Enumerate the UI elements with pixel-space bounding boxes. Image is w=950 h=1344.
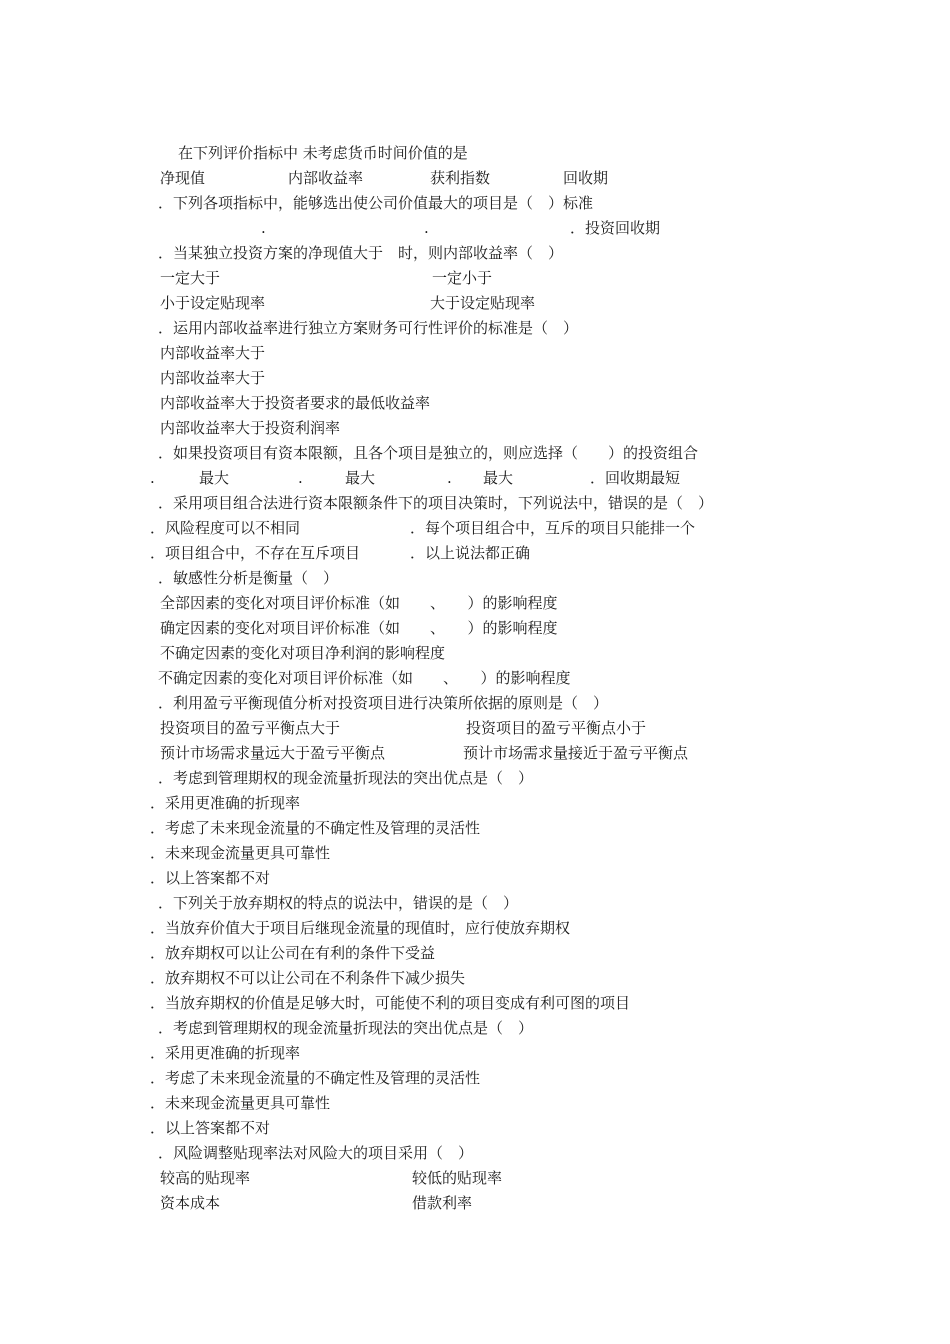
option-c: 资本成本 <box>160 1194 221 1212</box>
option-d: 借款利率 <box>412 1194 473 1212</box>
question-8: ．利用盈亏平衡现值分析对投资项目进行决策所依据的原则是（ ） <box>158 694 609 712</box>
option-c: ．放弃期权不可以让公司在不利条件下减少损失 <box>150 969 466 987</box>
option-d: 大于设定贴现率 <box>430 294 536 312</box>
option-d: ．以上说法都正确 <box>410 544 531 562</box>
option-b: 内部收益率大于 <box>160 369 266 387</box>
option-d: ．当放弃期权的价值是足够大时，可能使不利的项目变成有利可图的项目 <box>150 994 631 1012</box>
option-c: 不确定因素的变化对项目净利润的影响程度 <box>160 644 446 662</box>
option-a: 净现值 <box>160 169 206 187</box>
option-d: ．投资回收期 <box>570 219 661 237</box>
question-6: ．采用项目组合法进行资本限额条件下的项目决策时，下列说法中，错误的是（ ） <box>158 494 714 512</box>
option-c: ．未来现金流量更具可靠性 <box>150 1094 331 1112</box>
option-d: ．以上答案都不对 <box>150 869 271 887</box>
option-b: 投资项目的盈亏平衡点小于 <box>466 719 647 737</box>
question-4: ．运用内部收益率进行独立方案财务可行性评价的标准是（ ） <box>158 319 579 337</box>
option-c: . <box>424 219 429 237</box>
option-c: ．未来现金流量更具可靠性 <box>150 844 331 862</box>
question-2: ．下列各项指标中，能够选出使公司价值最大的项目是（ ）标准 <box>158 194 594 212</box>
option-a: ．风险程度可以不相同 <box>150 519 301 537</box>
option-c-marker: . <box>447 469 452 487</box>
option-c: 预计市场需求量远大于盈亏平衡点 <box>160 744 386 762</box>
option-a: 一定大于 <box>160 269 221 287</box>
question-10: ．下列关于放弃期权的特点的说法中，错误的是（ ） <box>158 894 519 912</box>
option-c: 最大 <box>483 469 514 487</box>
option-b-marker: . <box>298 469 303 487</box>
option-a: ．采用更准确的折现率 <box>150 794 301 812</box>
option-a: ．当放弃价值大于项目后继现金流量的现值时，应行使放弃期权 <box>150 919 571 937</box>
option-b: ．考虑了未来现金流量的不确定性及管理的灵活性 <box>150 819 481 837</box>
option-c: ．项目组合中，不存在互斥项目 <box>150 544 361 562</box>
option-c: 内部收益率大于投资者要求的最低收益率 <box>160 394 431 412</box>
question-12: ．风险调整贴现率法对风险大的项目采用（ ） <box>158 1144 474 1162</box>
option-a: 全部因素的变化对项目评价标准（如 、 ）的影响程度 <box>160 594 558 612</box>
option-c: 小于设定贴现率 <box>160 294 266 312</box>
question-7: ．敏感性分析是衡量（ ） <box>158 569 339 587</box>
option-b: . <box>261 219 266 237</box>
question-1: 在下列评价指标中 未考虑货币时间价值的是 <box>178 144 468 162</box>
option-a: 投资项目的盈亏平衡点大于 <box>160 719 341 737</box>
option-a: 最大 <box>199 469 230 487</box>
option-b: ．考虑了未来现金流量的不确定性及管理的灵活性 <box>150 1069 481 1087</box>
option-d: 不确定因素的变化对项目评价标准（如 、 ）的影响程度 <box>158 669 571 687</box>
option-b: 最大 <box>345 469 376 487</box>
option-b: 较低的贴现率 <box>412 1169 503 1187</box>
option-d: ．以上答案都不对 <box>150 1119 271 1137</box>
question-5: ．如果投资项目有资本限额，且各个项目是独立的，则应选择（ ）的投资组合 <box>158 444 699 462</box>
option-d: 预计市场需求量接近于盈亏平衡点 <box>463 744 689 762</box>
option-a: 内部收益率大于 <box>160 344 266 362</box>
option-b: 内部收益率 <box>288 169 364 187</box>
option-c: 获利指数 <box>430 169 491 187</box>
option-b: ．放弃期权可以让公司在有利的条件下受益 <box>150 944 436 962</box>
question-11: ．考虑到管理期权的现金流量折现法的突出优点是（ ） <box>158 1019 534 1037</box>
option-a: 较高的贴现率 <box>160 1169 251 1187</box>
question-3: ．当某独立投资方案的净现值大于 时，则内部收益率（ ） <box>158 244 564 262</box>
option-b: ．每个项目组合中，互斥的项目只能排一个 <box>410 519 696 537</box>
question-9: ．考虑到管理期权的现金流量折现法的突出优点是（ ） <box>158 769 534 787</box>
option-b: 一定小于 <box>432 269 493 287</box>
option-b: 确定因素的变化对项目评价标准（如 、 ）的影响程度 <box>160 619 558 637</box>
option-d: 内部收益率大于投资利润率 <box>160 419 341 437</box>
option-a-marker: . <box>150 469 155 487</box>
option-d: ．回收期最短 <box>590 469 681 487</box>
option-d: 回收期 <box>563 169 609 187</box>
option-a: ．采用更准确的折现率 <box>150 1044 301 1062</box>
